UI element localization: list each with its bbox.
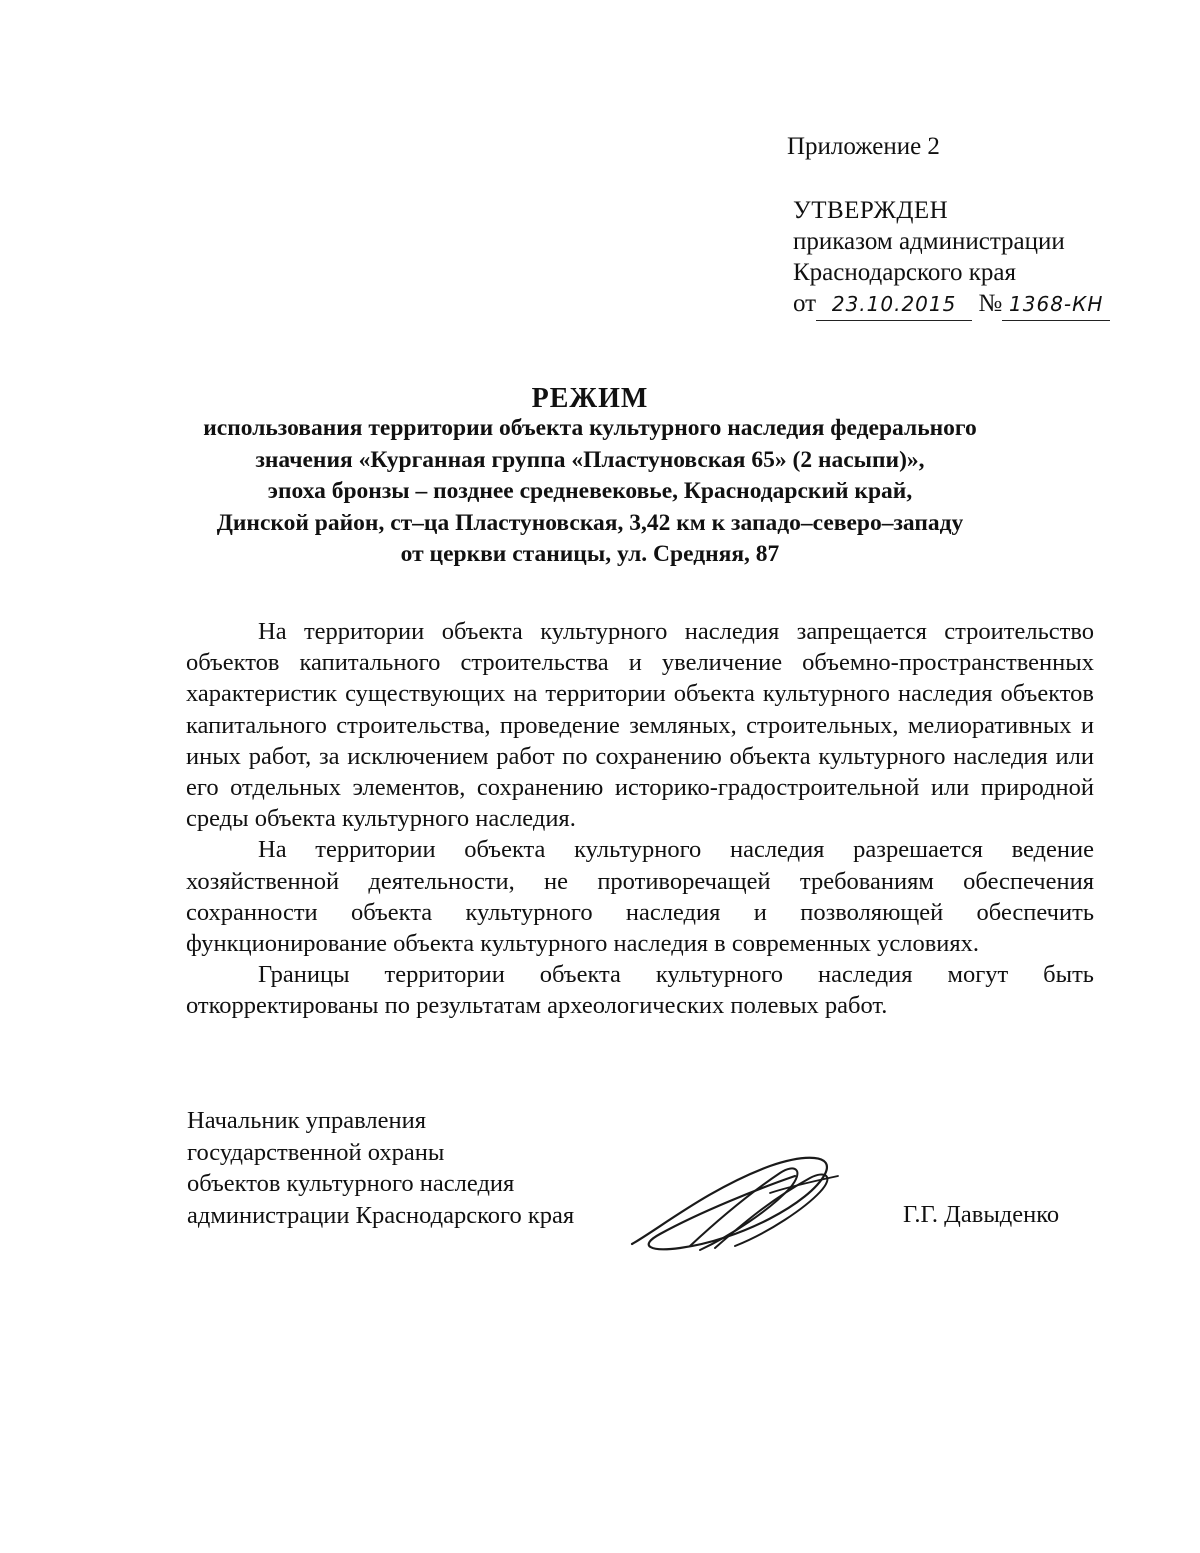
approved-by-line-2: Краснодарского края	[793, 259, 1016, 286]
order-prefix: от	[793, 290, 817, 317]
signer-name: Г.Г. Давыденко	[903, 1201, 1060, 1228]
appendix-label: Приложение 2	[787, 133, 940, 160]
subtitle-line-5: от церкви станицы, ул. Средняя, 87	[400, 541, 780, 567]
order-date: 23.10.2015	[816, 289, 972, 321]
signer-position-line-4: администрации Краснодарского края	[187, 1201, 575, 1229]
handwritten-signature	[620, 1148, 860, 1258]
approved-by-line-1: приказом администрации	[793, 228, 1065, 255]
signer-position-line-2: государственной охраны	[187, 1138, 445, 1166]
signer-position-line-1: Начальник управления	[187, 1107, 426, 1134]
order-number: 1368-КН	[1002, 289, 1110, 321]
document-body	[186, 616, 1094, 1022]
subtitle-line-1: использования территории объекта культурного наследия федерального	[203, 415, 977, 441]
subtitle-line-2: значения «Курганная группа «Пластуновская 65» (2 насыпи)»,	[255, 446, 925, 473]
order-line	[793, 288, 1110, 321]
approved-heading: УТВЕРЖДЕН	[793, 197, 949, 224]
document-subtitle	[150, 413, 1030, 571]
signer-position	[187, 1105, 574, 1231]
document-title: РЕЖИМ	[531, 383, 649, 414]
signer-position-line-3: объектов культурного наследия	[187, 1170, 515, 1197]
approval-block	[793, 195, 1110, 321]
subtitle-line-3: эпоха бронзы – позднее средневековье, Краснодарский край,	[267, 478, 913, 504]
paragraph-1: На территории объекта культурного наследия запрещается строительство объектов капитального строительства и увеличение объемно-пространственных характеристик существующих на территории объекта культурного наследия объектов капитального строительства, проведение земляных, строительных, мелиоративных и иных работ, за исключением работ по сохранению объекта культурного наследия или его отдельных элементов, сохранению историко-градостроительной или природной среды объекта культурного наследия.	[186, 618, 1094, 833]
order-number-prefix: №	[978, 290, 1003, 317]
paragraph-3: Границы территории объекта культурного наследия могут быть откорректированы по результатам археологических полевых работ.	[186, 961, 1094, 1020]
subtitle-line-4: Динской район, ст–ца Пластуновская, 3,42 км к западо–северо–западу	[216, 509, 964, 536]
paragraph-2: На территории объекта культурного наследия разрешается ведение хозяйственной деятельности, не противоречащей требованиям обеспечения сохранности объекта культурного наследия и позволяющей обеспечить функционирование объекта культурного наследия в современных условиях.	[186, 836, 1094, 958]
